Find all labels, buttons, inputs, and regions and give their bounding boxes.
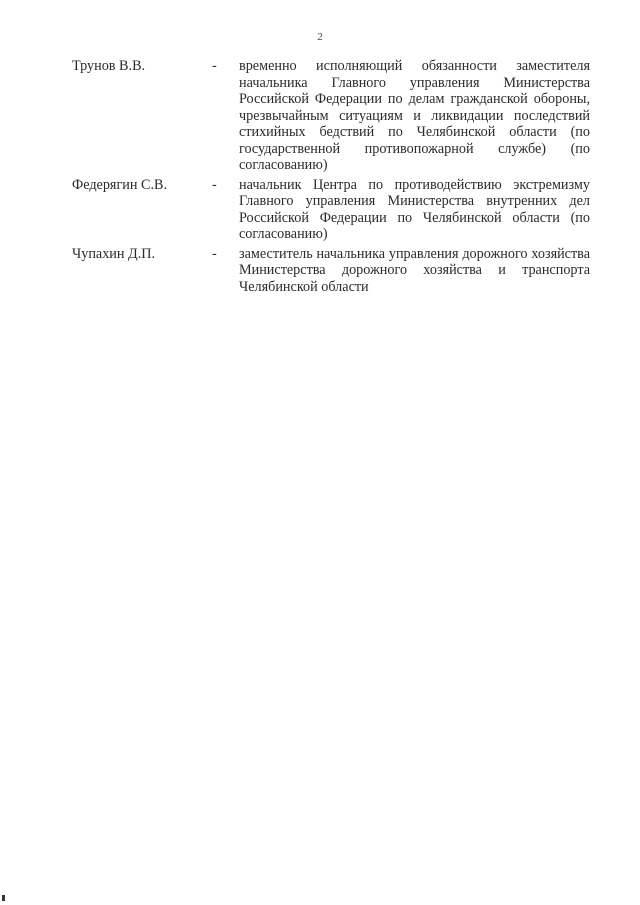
member-position: заместитель начальника управления дорожного хозяйства Министерства дорожного хозяйства и транспорта Челябинской области — [239, 245, 590, 295]
member-name: Трунов В.В. — [72, 58, 146, 74]
separator-dash: - — [212, 58, 217, 74]
member-entry — [72, 246, 590, 296]
scan-artifact — [2, 895, 5, 901]
member-entry — [72, 177, 590, 243]
member-entry — [72, 58, 590, 174]
page-number: 2 — [317, 31, 323, 43]
member-name: Чупахин Д.П. — [72, 245, 156, 262]
member-name: Федерягин С.В. — [72, 176, 168, 193]
member-position: начальник Центра по противодействию экстремизму Главного управления Министерства внутренних дел Российской Федерации по Челябинской области (по согласованию) — [239, 176, 590, 242]
separator-dash: - — [212, 176, 217, 193]
member-position: временно исполняющий обязанности заместителя начальника Главного управления Министерства Российской Федерации по делам гражданской обороны, чрезвычайным ситуациям и ликвидации последствий стихийных бедствий по Челябинской области (по государственной противопожарной службе) (по согласованию) — [239, 58, 590, 173]
separator-dash: - — [212, 245, 217, 262]
members-list — [72, 58, 590, 298]
